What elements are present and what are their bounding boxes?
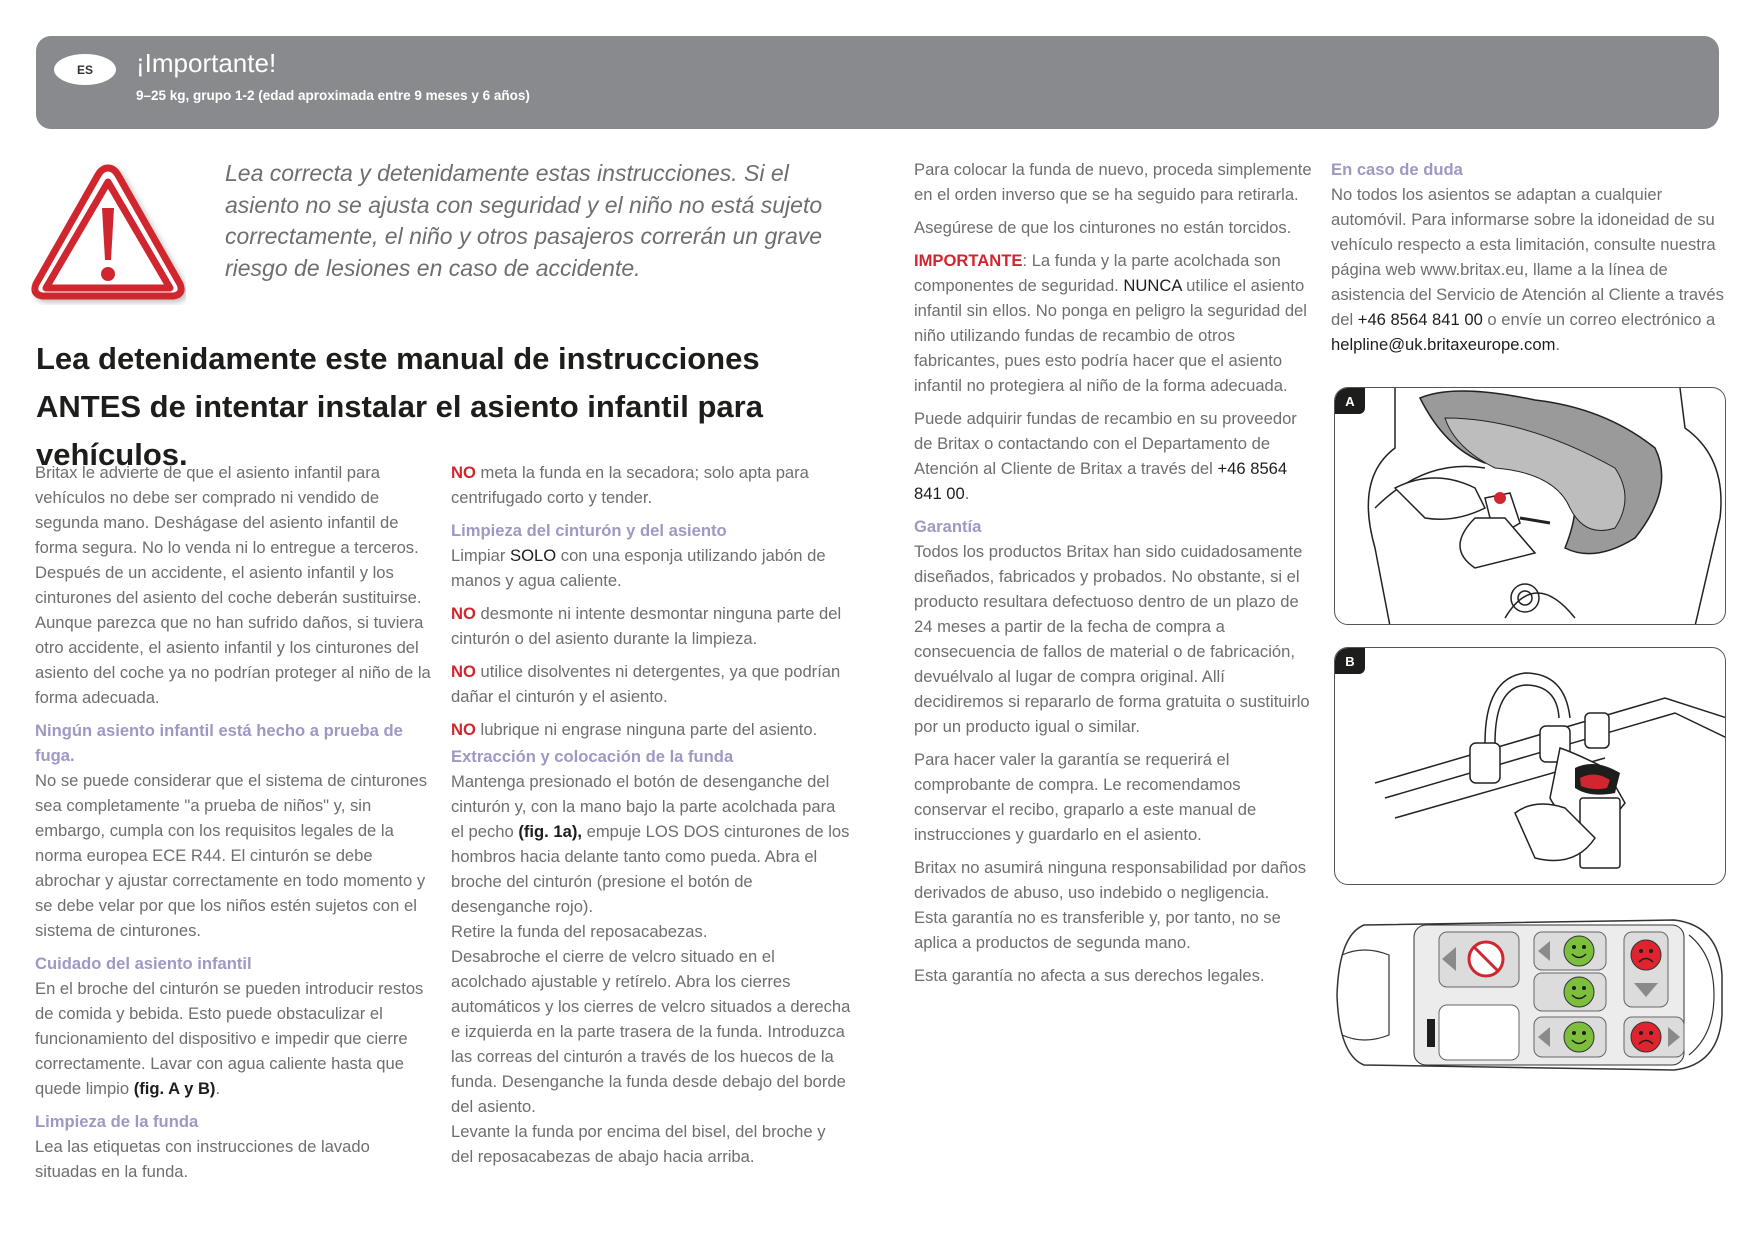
- header-title: ¡Importante!: [136, 48, 277, 78]
- column-3: [914, 157, 1314, 996]
- column-4: [1331, 157, 1729, 365]
- paragraph: Esta garantía no afecta a sus derechos legales.: [914, 966, 1265, 985]
- paragraph: En el broche del cinturón se pueden introducir restos de comida y bebida. Esto puede obstaculizar el funcionamiento del dispositivo e impedir que cierre correctamente. Lavar con agua caliente hasta que quede limpio (fig. A y B).: [35, 979, 424, 1098]
- section-heading: En caso de duda: [1331, 160, 1463, 179]
- paragraph: Lea las etiquetas con instrucciones de lavado situadas en la funda.: [35, 1137, 370, 1181]
- paragraph: NO lubrique ni engrase ninguna parte del asiento.: [451, 720, 818, 739]
- paragraph: Para colocar la funda de nuevo, proceda simplemente en el orden inverso que se ha seguido para retirarla.: [914, 160, 1312, 204]
- paragraph: Para hacer valer la garantía se requerirá el comprobante de compra. Le recomendamos conservar el recibo, graparlo a este manual de instrucciones y guardarlo en el asiento.: [914, 750, 1257, 844]
- paragraph: NO meta la funda en la secadora; solo apta para centrifugado corto y tender.: [451, 463, 809, 507]
- figure-reference: (fig. 1a),: [518, 822, 582, 841]
- section-heading: Garantía: [914, 517, 982, 536]
- warning-triangle-icon: [30, 160, 186, 305]
- washing-under-tap-illustration: [1335, 648, 1726, 885]
- paragraph: Limpiar SOLO con una esponja utilizando jabón de manos y agua caliente.: [451, 546, 826, 590]
- paragraph: IMPORTANTE: La funda y la parte acolchada son componentes de seguridad. NUNCA utilice el asiento infantil sin ellos. No ponga en peligro la seguridad del niño utilizando fundas de recambio de otros fabricantes, pues esto podría hacer que el asiento infantil no protegiera al niño de la forma adecuada.: [914, 251, 1307, 395]
- important-label: IMPORTANTE: [914, 251, 1023, 270]
- paragraph: Levante la funda por encima del bisel, del broche y del reposacabezas de abajo hacia arriba.: [451, 1122, 826, 1166]
- column-1: [35, 460, 435, 1192]
- phone-number: +46 8564 841 00: [914, 459, 1288, 503]
- paragraph: Britax no asumirá ninguna responsabilidad por daños derivados de abuso, uso indebido o negligencia.: [914, 858, 1307, 902]
- header-subtitle: 9–25 kg, grupo 1-2 (edad aproximada entre 9 meses y 6 años): [136, 88, 530, 103]
- paragraph: Retire la funda del reposacabezas.: [451, 922, 708, 941]
- column-2: [451, 460, 851, 1177]
- paragraph: Britax le advierte de que el asiento infantil para vehículos no debe ser comprado ni vendido de segunda mano. Deshágase del asiento infantil de forma segura. No lo venda ni lo entregue a terceros. Después de un accidente, el asiento infantil y los cinturones del asiento del coche deberán sustituirse. Aunque parezca que no han sufrido daños, si tuviera otro accidente, el asiento infantil y los cinturones del asiento del coche ya no podrían proteger al niño de la forma adecuada.: [35, 463, 431, 707]
- paragraph: Puede adquirir fundas de recambio en su proveedor de Britax o contactando con el Departamento de Atención al Cliente de Britax a través del +46 8564 841 00.: [914, 409, 1297, 503]
- paragraph: Asegúrese de que los cinturones no están torcidos.: [914, 218, 1292, 237]
- figure-a-label: A: [1335, 388, 1365, 414]
- paragraph: Esta garantía no es transferible y, por tanto, no se aplica a productos de segunda mano.: [914, 908, 1281, 952]
- figure-b-label: B: [1335, 648, 1365, 674]
- figure-b: [1334, 647, 1726, 885]
- main-title: Lea detenidamente este manual de instrucciones ANTES de intentar instalar el asiento infantil para vehículos.: [36, 341, 763, 472]
- email-address: helpline@uk.britaxeurope.com: [1331, 335, 1556, 354]
- buckle-cleaning-illustration: [1335, 388, 1726, 625]
- section-heading: Limpieza de la funda: [35, 1112, 199, 1131]
- car-seat-position-diagram: [1334, 915, 1724, 1075]
- paragraph: Desabroche el cierre de velcro situado en el acolchado ajustable y retírelo. Abra los cierres automáticos y los cierres de velcro situados a derecha e izquierda en la parte trasera de la funda. Introduzca las correas del cinturón a través de los huecos de la funda. Desenganche la funda desde debajo del borde del asiento.: [451, 947, 851, 1116]
- phone-number: +46 8564 841 00: [1357, 310, 1483, 329]
- paragraph: No se puede considerar que el sistema de cinturones sea completamente "a prueba de niños" y, sin embargo, cumpla con los requisitos legales de la norma europea ECE R44. El cinturón se debe abrochar y ajustar correctamente en todo momento y se debe velar por que los niños estén sujetos con el sistema de cinturones.: [35, 771, 428, 940]
- figure-reference: (fig. A y B): [133, 1079, 216, 1098]
- paragraph: Mantenga presionado el botón de desenganche del cinturón y, con la mano bajo la parte acolchada para el pecho (fig. 1a), empuje LOS DOS cinturones de los hombros hacia delante tanto como pueda. Abra el broche del cinturón (presione el botón de desenganche rojo).: [451, 772, 850, 916]
- section-heading: Extracción y colocación de la funda: [451, 747, 734, 766]
- section-heading: Ningún asiento infantil está hecho a prueba de fuga.: [35, 721, 403, 765]
- intro-warning-text: Lea correcta y detenidamente estas instrucciones. Si el asiento no se ajusta con seguridad y el niño no está sujeto correctamente, el niño y otros pasajeros correrán un grave riesgo de lesiones en caso de accidente.: [225, 160, 823, 281]
- section-heading: Limpieza del cinturón y del asiento: [451, 521, 727, 540]
- paragraph: No todos los asientos se adaptan a cualquier automóvil. Para informarse sobre la idoneidad de su vehículo respecto a esta limitación, consulte nuestra página web www.britax.eu, llame a la línea de asistencia del Servicio de Atención al Cliente a través del +46 8564 841 00 o envíe un correo electrónico a helpline@uk.britaxeurope.com.: [1331, 185, 1724, 354]
- header-banner: [36, 36, 1719, 129]
- paragraph: Todos los productos Britax han sido cuidadosamente diseñados, fabricados y probados. No obstante, si el producto resultara defectuoso dentro de un plazo de 24 meses a partir de la fecha de compra a consecuencia de fallos de material o de fabricación, devuélvalo al lugar de compra original. Allí decidiremos si repararlo de forma gratuita o sustituirlo por un producto igual o similar.: [914, 542, 1310, 736]
- section-heading: Cuidado del asiento infantil: [35, 954, 252, 973]
- language-badge: ES: [54, 54, 116, 85]
- paragraph: NO utilice disolventes ni detergentes, ya que podrían dañar el cinturón y el asiento.: [451, 662, 841, 706]
- paragraph: NO desmonte ni intente desmontar ninguna parte del cinturón o del asiento durante la limpieza.: [451, 604, 842, 648]
- figure-a: [1334, 387, 1726, 625]
